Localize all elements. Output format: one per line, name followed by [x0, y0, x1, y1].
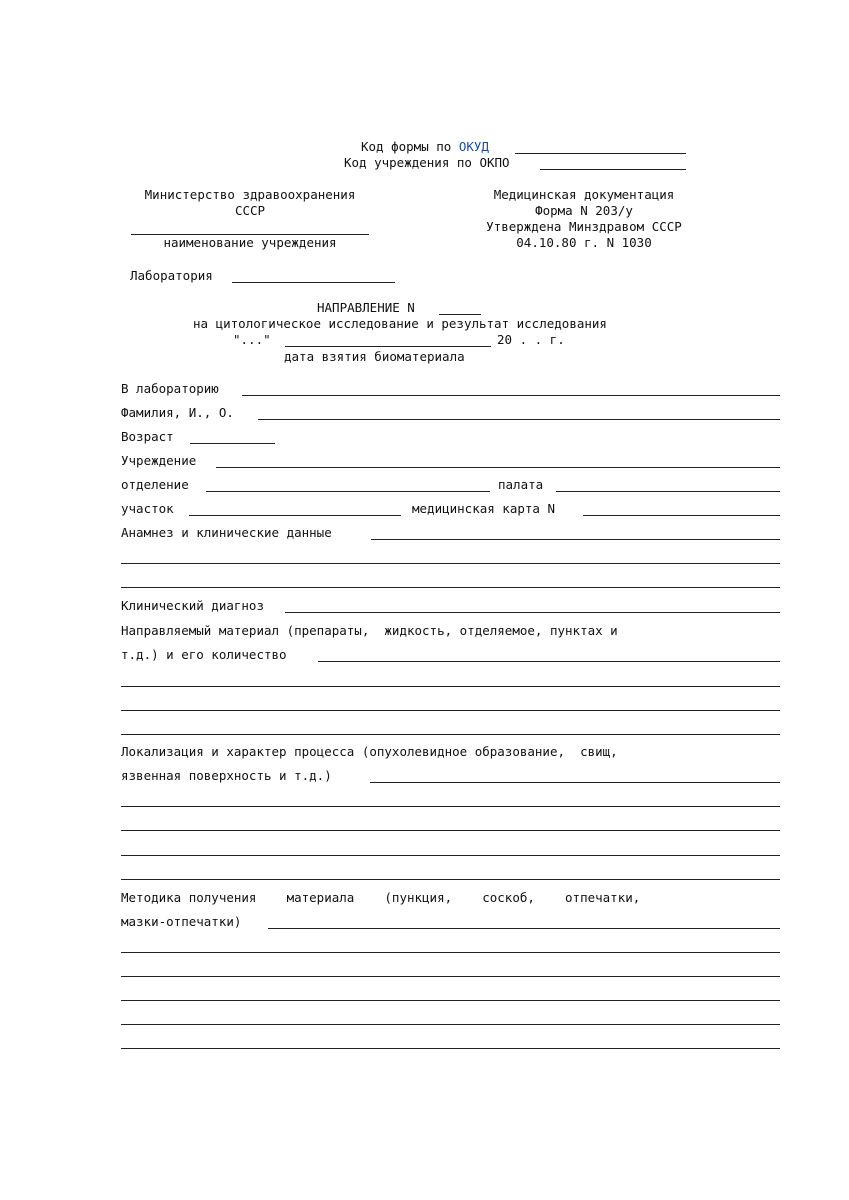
okud-link[interactable]: ОКУД	[458, 139, 489, 154]
localization-line-4[interactable]	[121, 855, 780, 856]
district-label: участок	[121, 501, 174, 516]
name-label: Фамилия, И., О.	[121, 405, 234, 420]
institution-input-line[interactable]	[216, 467, 780, 468]
doc-line1: Медицинская документация	[493, 187, 675, 202]
material-line-3[interactable]	[121, 710, 780, 711]
doc-line3: Утверждена Минздравом СССР	[486, 219, 682, 234]
diagnosis-input-line[interactable]	[285, 612, 780, 613]
med-card-input-line[interactable]	[583, 515, 780, 516]
localization-line-3[interactable]	[121, 830, 780, 831]
ward-label: палата	[498, 477, 544, 492]
referral-title: НАПРАВЛЕНИЕ N	[317, 300, 415, 315]
to-lab-input-line[interactable]	[242, 395, 780, 396]
method-line-4[interactable]	[121, 1000, 780, 1001]
age-input-line[interactable]	[190, 443, 275, 444]
material-label-line2: т.д.) и его количество	[121, 647, 287, 662]
material-line-2[interactable]	[121, 686, 780, 687]
localization-label-line1: Локализация и характер процесса (опухолевидное образование, свищ,	[121, 744, 618, 759]
anamnesis-line-3[interactable]	[121, 587, 780, 588]
localization-line-2[interactable]	[121, 806, 780, 807]
anamnesis-input-line[interactable]	[371, 539, 780, 540]
ward-input-line[interactable]	[556, 491, 780, 492]
okpo-label: Код учреждения по ОКПО	[344, 155, 510, 170]
diagnosis-label: Клинический диагноз	[121, 598, 264, 613]
ministry-line2: СССР	[234, 203, 266, 218]
institution-caption: наименование учреждения	[163, 235, 337, 250]
ministry-line1: Министерство здравоохранения	[144, 187, 356, 202]
localization-line-5[interactable]	[121, 879, 780, 880]
referral-subtitle: на цитологическое исследование и результат исследования	[193, 316, 607, 331]
laboratory-input-line[interactable]	[232, 282, 395, 283]
doc-line4: 04.10.80 г. N 1030	[516, 235, 652, 250]
okud-label: Код формы по ОКУД	[361, 139, 489, 154]
method-line-2[interactable]	[121, 952, 780, 953]
localization-label-line2: язвенная поверхность и т.д.)	[121, 768, 332, 783]
material-label-line1: Направляемый материал (препараты, жидкость, отделяемое, пунктах и	[121, 623, 618, 638]
referral-number-line[interactable]	[439, 314, 481, 315]
district-input-line[interactable]	[189, 515, 401, 516]
material-line-4[interactable]	[121, 734, 780, 735]
date-input-line[interactable]	[285, 346, 491, 347]
name-input-line[interactable]	[258, 419, 780, 420]
department-input-line[interactable]	[206, 491, 490, 492]
method-label-line1: Методика получения материала (пункция, соскоб, отпечатки,	[121, 890, 641, 905]
date-year: 20 . . г.	[497, 332, 565, 347]
material-input-line[interactable]	[318, 661, 780, 662]
date-open: "..."	[233, 332, 271, 347]
okpo-input-line[interactable]	[540, 169, 686, 170]
department-label: отделение	[121, 477, 189, 492]
method-line-6[interactable]	[121, 1048, 780, 1049]
method-label-line2: мазки-отпечатки)	[121, 914, 242, 929]
method-line-3[interactable]	[121, 976, 780, 977]
method-input-line[interactable]	[268, 928, 780, 929]
anamnesis-line-2[interactable]	[121, 563, 780, 564]
institution-label: Учреждение	[121, 453, 197, 468]
method-line-5[interactable]	[121, 1024, 780, 1025]
med-card-label: медицинская карта N	[412, 501, 555, 516]
anamnesis-label: Анамнез и клинические данные	[121, 525, 332, 540]
to-lab-label: В лабораторию	[121, 381, 219, 396]
localization-input-line[interactable]	[370, 782, 780, 783]
okud-input-line[interactable]	[515, 153, 686, 154]
doc-line2: Форма N 203/у	[535, 203, 633, 218]
age-label: Возраст	[121, 429, 174, 444]
laboratory-label: Лаборатория	[130, 268, 213, 283]
date-caption: дата взятия биоматериала	[284, 349, 465, 364]
